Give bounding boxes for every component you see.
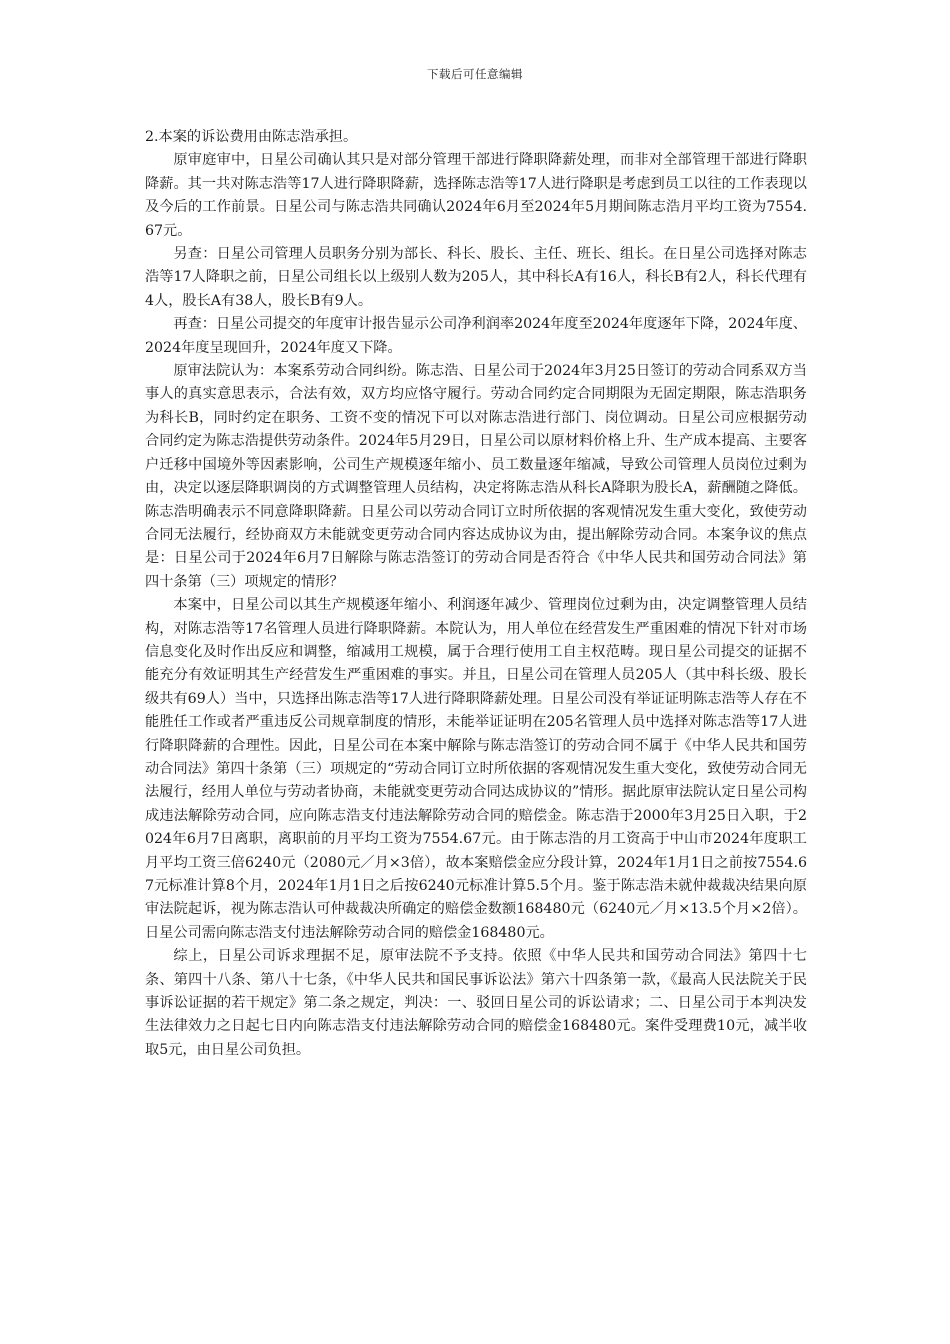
- paragraph-trial-confirmation: 原审庭审中，日星公司确认其只是对部分管理干部进行降职降薪处理，而非对全部管理干部进行降职降薪。其一共对陈志浩等17人进行降职降薪，选择陈志浩等17人进行降职是考虑到员工以往的工作表现以及今后的工作前景。日星公司与陈志浩共同确认2024年6月至2024年5月期间陈志浩月平均工资为7554.67元。: [145, 152, 807, 239]
- paragraph-court-analysis: 本案中，日星公司以其生产规模逐年缩小、利润逐年减少、管理岗位过剩为由，决定调整管理人员结构，对陈志浩等17名管理人员进行降职降薪。本院认为，用人单位在经营发生严重困难的情况下针对市场信息变化及时作出反应和调整，缩减用工规模，属于合理行使用工自主权范畴。现日星公司提交的证据不能充分有效证明其生产经营发生严重困难的事实。并且，日星公司在管理人员205人（其中科长级、股长级共有69人）当中，只选择出陈志浩等17人进行降职降薪处理。日星公司没有举证证明陈志浩等人存在不能胜任工作或者严重违反公司规章制度的情形，未能举证证明在205名管理人员中选择对陈志浩等17人进行降职降薪的合理性。因此，日星公司在本案中解除与陈志浩签订的劳动合同不属于《中华人民共和国劳动合同法》第四十条第（三）项规定的“劳动合同订立时所依据的客观情况发生重大变化，致使劳动合同无法履行，经用人单位与劳动者协商，未能就变更劳动合同达成协议的”情形。据此原审法院认定日星公司构成违法解除劳动合同，应向陈志浩支付违法解除劳动合同的赔偿金。陈志浩于2000年3月25日入职，于2024年6月7日离职，离职前的月平均工资为7554.67元。由于陈志浩的月工资高于中山市2024年度职工月平均工资三倍6240元（2080元／月×3倍），故本案赔偿金应分段计算，2024年1月1日之前按7554.67元标准计算8个月，2024年1月1日之后按6240元标准计算5.5个月。鉴于陈志浩未就仲裁裁决结果向原审法院起诉，视为陈志浩认可仲裁裁决所确定的赔偿金数额168480元（6240元／月×13.5个月×2倍）。日星公司需向陈志浩支付违法解除劳动合同的赔偿金168480元。: [145, 597, 807, 941]
- paragraph-court-opinion: 原审法院认为：本案系劳动合同纠纷。陈志浩、日星公司于2024年3月25日签订的劳动合同系双方当事人的真实意思表示，合法有效，双方均应恪守履行。劳动合同约定合同期限为无固定期限，陈志浩职务为科长B，同时约定在职务、工资不变的情况下可以对陈志浩进行部门、岗位调动。日星公司应根据劳动合同约定为陈志浩提供劳动条件。2024年5月29日，日星公司以原材料价格上升、生产成本提高、主要客户迁移中国境外等因素影响，公司生产规模逐年缩小、员工数量逐年缩减，导致公司管理人员岗位过剩为由，决定以逐层降职调岗的方式调整管理人员结构，决定将陈志浩从科长A降职为股长A，薪酬随之降低。陈志浩明确表示不同意降职降薪。日星公司以劳动合同订立时所依据的客观情况发生重大变化，致使劳动合同无法履行，经协商双方未能就变更劳动合同内容达成协议为由，提出解除劳动合同。本案争议的焦点是：日星公司于2024年6月7日解除与陈志浩签订的劳动合同是否符合《中华人民共和国劳动合同法》第四十条第（三）项规定的情形？: [145, 363, 807, 590]
- document-body: [145, 126, 807, 1062]
- paragraph-further-finding-staff: 另查：日星公司管理人员职务分别为部长、科长、股长、主任、班长、组长。在日星公司选择对陈志浩等17人降职之前，日星公司组长以上级别人数为205人，其中科长A有16人，科长B有2人，科长代理有4人，股长A有38人，股长B有9人。: [145, 246, 807, 309]
- paragraph-judgment: 综上，日星公司诉求理据不足，原审法院不予支持。依照《中华人民共和国劳动合同法》第四十七条、第四十八条、第八十七条，《中华人民共和国民事诉讼法》第六十四条第一款，《最高人民法院关于民事诉讼证据的若干规定》第二条之规定，判决：一、驳回日星公司的诉讼请求；二、日星公司于本判决发生法律效力之日起七日内向陈志浩支付违法解除劳动合同的赔偿金168480元。案件受理费10元，减半收取5元，由日星公司负担。: [145, 948, 807, 1058]
- paragraph-litigation-costs: 2.本案的诉讼费用由陈志浩承担。: [145, 129, 358, 145]
- page-header: 下载后可任意编辑: [427, 67, 523, 81]
- paragraph-further-finding-audit: 再查：日星公司提交的年度审计报告显示公司净利润率2024年度至2024年度逐年下降，2024年度、2024年度呈现回升，2024年度又下降。: [145, 316, 807, 356]
